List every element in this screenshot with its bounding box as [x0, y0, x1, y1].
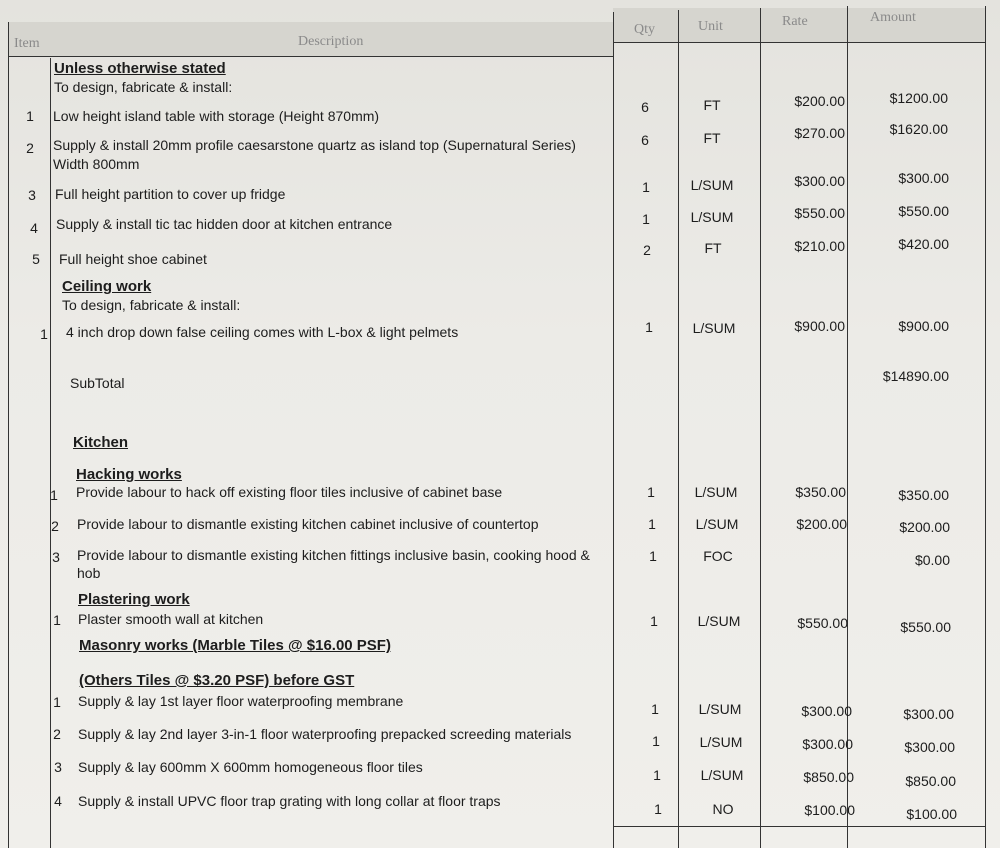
row-description: Supply & install tic tac hidden door at kitchen entrance — [56, 216, 393, 232]
row-qty: 1 — [642, 179, 650, 195]
section-heading: Unless otherwise stated — [54, 60, 226, 77]
row-unit: L/SUM — [698, 701, 742, 717]
row-item: 3 — [28, 187, 36, 203]
row-item: 1 — [50, 487, 58, 503]
row-item: 2 — [51, 518, 59, 534]
row-qty: 1 — [654, 801, 662, 817]
row-item: 2 — [53, 726, 61, 742]
row-qty: 2 — [643, 242, 651, 258]
row-qty: 1 — [650, 613, 658, 629]
row-qty: 6 — [641, 99, 649, 115]
row-amount: $0.00 — [914, 552, 950, 568]
row-unit: L/SUM — [694, 484, 738, 500]
row-unit: L/SUM — [695, 516, 739, 532]
row-description: Provide labour to dismantle existing kitchen fittings inclusive basin, cooking hood & — [77, 547, 590, 563]
row-qty: 1 — [647, 484, 655, 500]
row-amount: $300.00 — [898, 170, 949, 186]
row-rate: $210.00 — [794, 238, 845, 254]
row-amount: $1200.00 — [889, 90, 948, 106]
row-unit: L/SUM — [700, 767, 744, 783]
grid-line — [613, 42, 985, 43]
row-rate: $300.00 — [802, 736, 853, 752]
row-rate: $550.00 — [797, 615, 848, 631]
row-amount: $300.00 — [903, 706, 954, 722]
header-unit: Unit — [698, 19, 723, 34]
subtotal-label: SubTotal — [70, 375, 125, 391]
row-unit: FT — [703, 130, 721, 146]
row-qty: 1 — [642, 211, 650, 227]
section-subheading: To design, fabricate & install: — [54, 79, 233, 95]
row-description: Provide labour to dismantle existing kitchen cabinet inclusive of countertop — [77, 516, 539, 532]
kitchen-heading: Kitchen — [73, 434, 129, 451]
row-description: Full height shoe cabinet — [59, 251, 207, 267]
row-item: 5 — [32, 251, 40, 267]
row-description: Plaster smooth wall at kitchen — [78, 611, 264, 627]
row-unit: L/SUM — [692, 320, 736, 336]
ceiling-heading: Ceiling work — [62, 278, 152, 295]
header-amount: Amount — [870, 10, 916, 25]
row-qty: 1 — [648, 516, 656, 532]
row-description: Supply & install 20mm profile caesarstone quartz as island top (Supernatural Series) — [53, 137, 576, 153]
row-unit: FOC — [703, 548, 733, 564]
row-rate: $100.00 — [804, 802, 855, 818]
row-description: 4 inch drop down false ceiling comes with L-box & light pelmets — [66, 324, 459, 340]
row-description-line2: Width 800mm — [53, 156, 140, 172]
row-item: 1 — [53, 612, 61, 628]
row-rate: $300.00 — [801, 703, 852, 719]
row-item: 4 — [54, 793, 62, 809]
row-amount: $550.00 — [900, 619, 951, 635]
row-amount: $350.00 — [898, 487, 949, 503]
grid-line — [678, 10, 679, 848]
row-item: 2 — [26, 140, 34, 156]
row-item: 4 — [30, 220, 38, 236]
row-description-line2: hob — [77, 565, 101, 581]
plastering-heading: Plastering work — [78, 591, 190, 608]
row-unit: FT — [703, 97, 721, 113]
row-item: 3 — [52, 549, 60, 565]
row-unit: L/SUM — [697, 613, 741, 629]
row-qty: 6 — [641, 132, 649, 148]
header-item: Item — [14, 36, 40, 51]
row-amount: $100.00 — [906, 806, 957, 822]
row-unit: L/SUM — [699, 734, 743, 750]
row-rate: $200.00 — [794, 93, 845, 109]
subtotal-amount: $14890.00 — [882, 368, 949, 384]
row-description: Supply & install UPVC floor trap grating with long collar at floor traps — [78, 793, 501, 809]
row-description: Supply & lay 600mm X 600mm homogeneous floor tiles — [78, 759, 423, 775]
grid-line — [8, 56, 613, 57]
row-amount: $300.00 — [904, 739, 955, 755]
row-item: 1 — [53, 694, 61, 710]
ceiling-subheading: To design, fabricate & install: — [62, 297, 241, 313]
row-description: Supply & lay 1st layer floor waterproofing membrane — [78, 693, 404, 709]
row-amount: $420.00 — [898, 236, 949, 252]
row-amount: $900.00 — [898, 318, 949, 334]
row-unit: L/SUM — [690, 177, 734, 193]
row-item: 3 — [54, 759, 62, 775]
masonry-heading: Masonry works (Marble Tiles @ $16.00 PSF) — [79, 637, 391, 654]
row-qty: 1 — [645, 319, 653, 335]
row-qty: 1 — [649, 548, 657, 564]
row-amount: $850.00 — [905, 773, 956, 789]
row-amount: $550.00 — [898, 203, 949, 219]
row-unit: L/SUM — [690, 209, 734, 225]
grid-line — [8, 22, 9, 848]
row-amount: $200.00 — [899, 519, 950, 535]
hacking-heading: Hacking works — [76, 466, 182, 483]
row-description: Low height island table with storage (Height 870mm) — [53, 108, 380, 124]
row-description: Supply & lay 2nd layer 3-in-1 floor waterproofing prepacked screeding materials — [78, 726, 572, 742]
row-rate: $270.00 — [794, 125, 845, 141]
grid-line — [613, 826, 985, 827]
row-description: Full height partition to cover up fridge — [55, 186, 286, 202]
row-rate: $900.00 — [794, 318, 845, 334]
row-rate: $350.00 — [795, 484, 846, 500]
row-rate: $200.00 — [796, 516, 847, 532]
header-qty: Qty — [634, 22, 655, 37]
header-rate: Rate — [782, 14, 808, 29]
header-description: Description — [298, 34, 364, 49]
row-amount: $1620.00 — [889, 121, 948, 137]
grid-line — [985, 6, 986, 848]
row-item: 1 — [26, 108, 34, 124]
row-rate: $300.00 — [794, 173, 845, 189]
grid-line — [613, 12, 614, 848]
row-rate: $550.00 — [794, 205, 845, 221]
row-rate: $850.00 — [803, 769, 854, 785]
row-qty: 1 — [651, 701, 659, 717]
row-unit: NO — [712, 801, 734, 817]
row-item: 1 — [40, 326, 48, 342]
row-description: Provide labour to hack off existing floor tiles inclusive of cabinet base — [76, 484, 503, 500]
row-qty: 1 — [652, 733, 660, 749]
row-unit: FT — [704, 240, 722, 256]
grid-line — [847, 6, 848, 848]
masonry-subheading: (Others Tiles @ $3.20 PSF) before GST — [79, 672, 355, 689]
row-qty: 1 — [653, 767, 661, 783]
